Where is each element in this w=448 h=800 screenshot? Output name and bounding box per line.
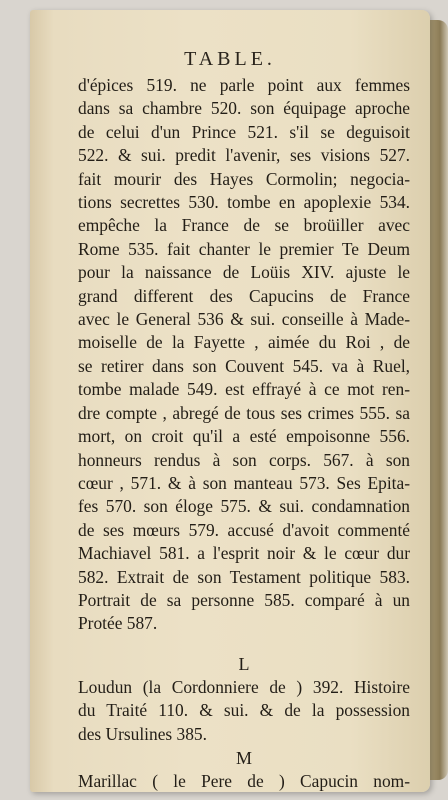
index-line: moiselle de la Fayette , aimée du Roi , de [78,332,410,353]
book-page [30,10,430,792]
index-line: de ses mœurs 579. accusé d'avoit commenté [78,519,410,540]
index-line: empêche la France de se broüiller avec [78,215,410,236]
index-line: honneurs rendus à son corps. 567. à son [78,449,410,470]
index-line: se retirer dans son Couvent 545. va à Ruel, [78,355,410,376]
index-text [78,74,410,793]
index-line: Portrait de sa personne 585. comparé à un [78,589,410,610]
section-letter-l: L [238,653,250,674]
index-line: mort, on croit qu'il a esté empoisonne 556. [78,426,410,447]
index-line: avec le General 536 & sui. conseille à Made- [78,309,410,330]
index-line: cœur , 571. & à son manteau 573. Ses Epita- [78,472,410,493]
index-line: dans sa chambre 520. son équipage aproche [78,98,410,119]
index-line: Rome 535. fait chanter le premier Te Deum [78,238,410,259]
index-line: des Ursulines 385. [78,723,207,744]
running-header: TABLE. [184,48,276,70]
index-line: fait mourir des Hayes Cormolin; negocia- [78,168,410,189]
index-line: Protée 587. [78,613,158,634]
index-line: tombe malade 549. est effrayé à ce mot ren- [78,379,410,400]
index-line: fes 570. son éloge 575. & sui. condamnation [78,496,410,517]
section-letter-m: M [235,747,252,768]
index-line: dre compte , abregé de tous ses crimes 555. sa [78,402,410,423]
index-line: Loudun (la Cordonniere de ) 392. Histoire [78,676,410,697]
index-line: d'épices 519. ne parle point aux femmes [78,75,410,95]
index-line: 582. Extrait de son Testament politique 583. [78,566,410,587]
index-line: tions secrettes 530. tombe en apoplexie 534. [78,192,410,213]
index-line: de celui d'un Prince 521. s'il se deguisoit [78,121,410,142]
index-line: du Traité 110. & sui. & de la possession [78,700,410,721]
index-line: grand different des Capucins de France [78,285,410,306]
index-line: pour la naissance de Loüis XIV. ajuste le [78,262,410,283]
page-edge [428,20,448,780]
index-line: Machiavel 581. a l'esprit noir & le cœur dur [78,543,410,564]
index-line: 522. & sui. predit l'avenir, ses visions 527. [78,145,410,166]
index-line: Marillac ( le Pere de ) Capucin nom- [78,770,410,791]
